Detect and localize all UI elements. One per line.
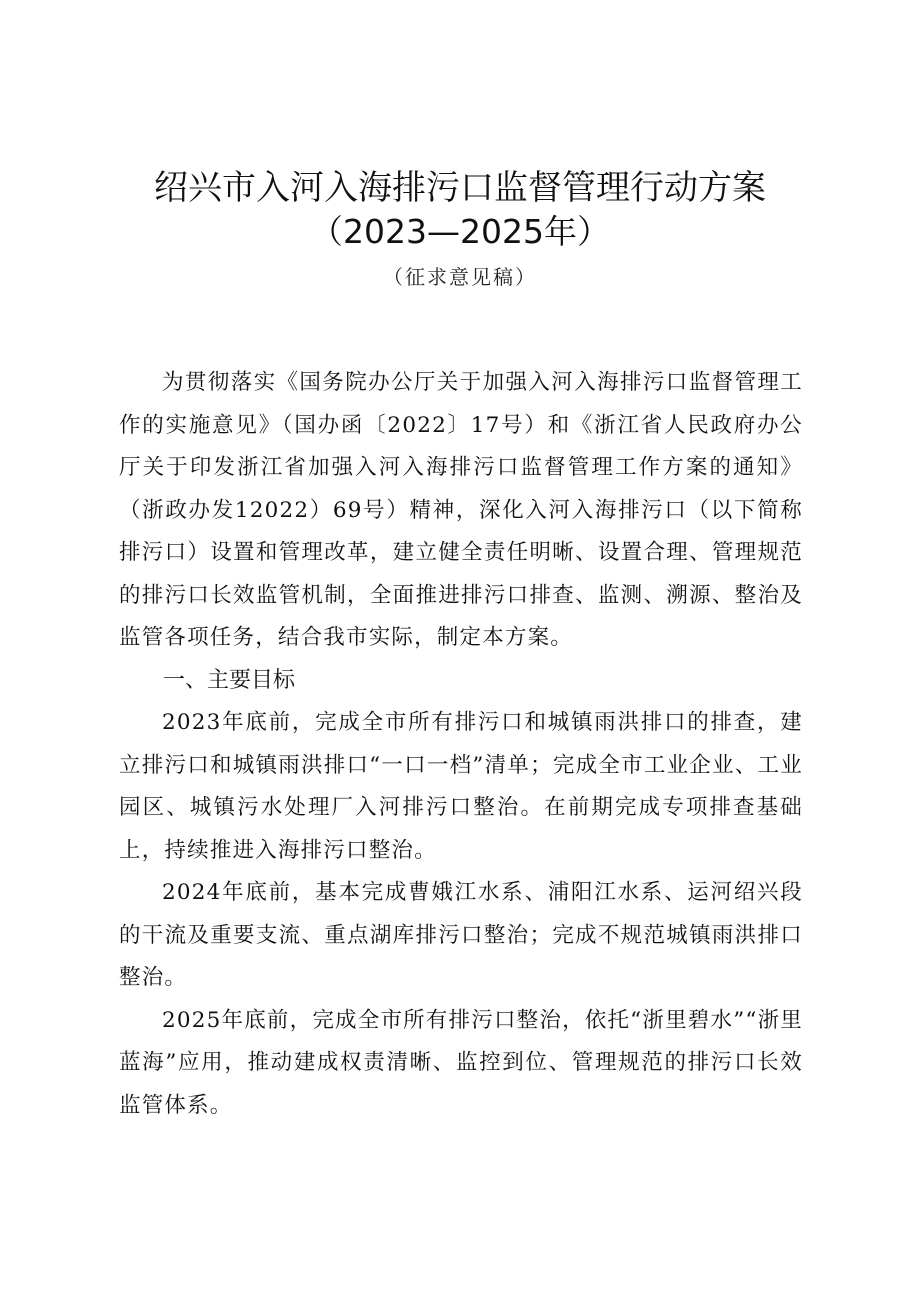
section-heading-main-goals: 一、主要目标: [163, 667, 296, 693]
draft-note: （征求意见稿）: [383, 265, 537, 289]
goal-paragraph-2023: 2023年底前，完成全市所有排污口和城镇雨洪排口的排查，建立排污口和城镇雨洪排口“一口一档”清单；完成全市工业企业、工业园区、城镇污水处理厂入河排污口整治。在前期完成专项排查基础上，持续推进入海排污口整治。: [119, 710, 803, 863]
goal-paragraph-2024: 2024年底前，基本完成曹娥江水系、浦阳江水系、运河绍兴段的干流及重要支流、重点湖库排污口整治；完成不规范城镇雨洪排口整治。: [119, 880, 803, 990]
document-title: 绍兴市入河入海排污口监督管理行动方案: [154, 168, 766, 208]
goal-paragraph-2025: 2025年底前，完成全市所有排污口整治，依托“浙里碧水”“浙里蓝海”应用，推动建成权责清晰、监控到位、管理规范的排污口长效监管体系。: [119, 1007, 803, 1118]
intro-paragraph: 为贯彻落实《国务院办公厅关于加强入河入海排污口监督管理工作的实施意见》（国办函〔2022〕17号）和《浙江省人民政府办公厅关于印发浙江省加强入河入海排污口监督管理工作方案的通知》（浙政办发12022）69号）精神，深化入河入海排污口（以下简称排污口）设置和管理改革，建立健全责任明晰、设置合理、管理规范的排污口长效监管机制，全面推进排污口排查、监测、溯源、整治及监管各项任务，结合我市实际，制定本方案。: [119, 370, 803, 650]
document-subtitle: （2023—2025年）: [310, 212, 610, 251]
document-body: [119, 362, 803, 1127]
